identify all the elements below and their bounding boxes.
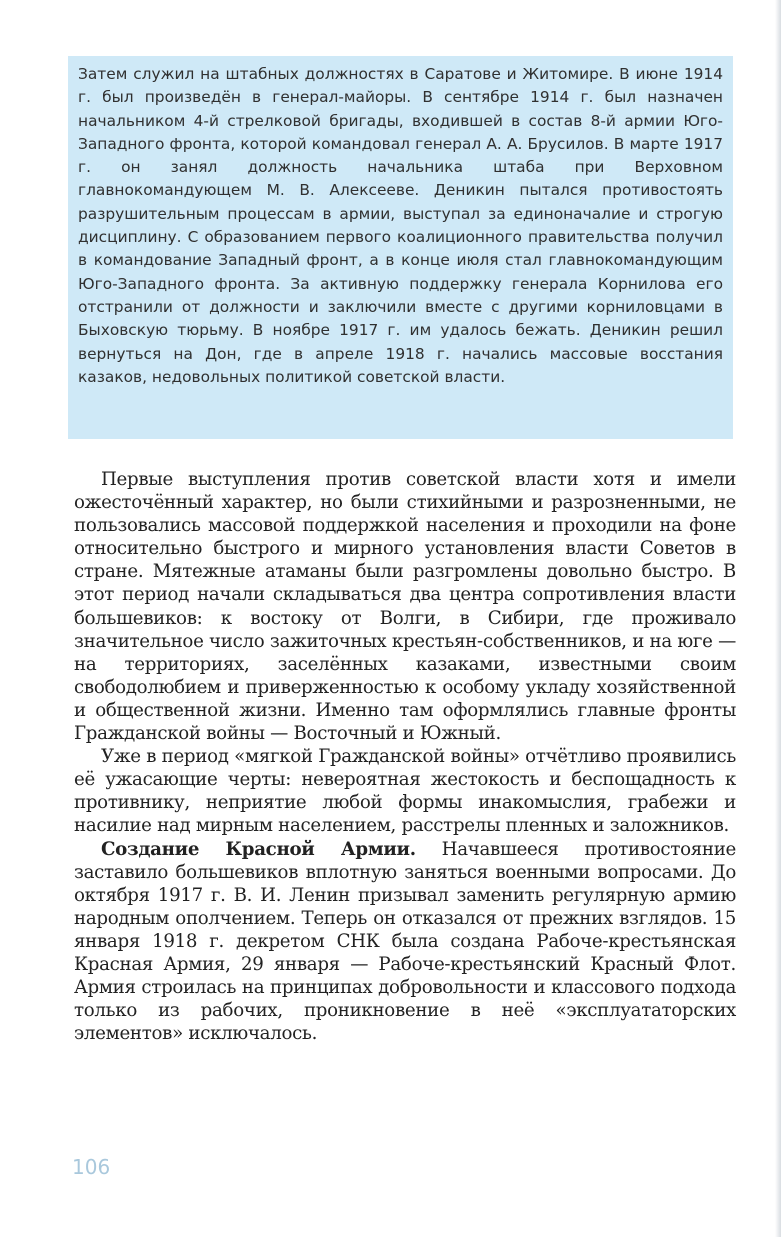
- main-text-body: [74, 468, 736, 1045]
- page-number: 106: [72, 1155, 111, 1179]
- paragraph-1: Первые выступления против советской власти хотя и имели ожесточённый характер, но были стихийными и разрозненными, не пользовались массовой поддержкой населения и проходили на фоне относительно быстрого и мирного установления власти Советов в стране. Мятежные атаманы были разгромлены довольно быстро. В этот период начали складываться два центра сопротивления власти большевиков: к востоку от Волги, в Сибири, где проживало значительное число зажиточных крестьян-собственников, и на юге — на территориях, заселённых казаками, известными своим свободолюбием и приверженностью к особому укладу хозяйственной и общественной жизни. Именно там оформлялись главные фронты Гражданской войны — Восточный и Южный.: [74, 469, 736, 745]
- paragraph-3: [74, 838, 736, 1046]
- page-edge-shadow: [775, 0, 781, 1237]
- paragraph-3-body: Начавшееся противостояние заставило большевиков вплотную заняться военными вопросами. До октября 1917 г. В. И. Ленин призывал заменить регулярную армию народным ополчением. Теперь он отказался от прежних взглядов. 15 января 1918 г. декретом СНК была создана Рабоче-крестьянская Красная Армия, 29 января — Рабоче-крестьянский Красный Флот. Армия строилась на принципах добровольности и классового подхода только из рабочих, проникновение в неё «эксплуататорских элементов» исключалось.: [74, 838, 737, 1045]
- biography-sidebar-box: [68, 56, 733, 439]
- sidebar-text: Затем служил на штабных должностях в Саратове и Житомире. В июне 1914 г. был произведён в генерал-майоры. В сентябре 1914 г. был назначен начальником 4-й стрелковой бригады, входившей в состав 8-й армии Юго-Западного фронта, которой командовал генерал А. А. Брусилов. В марте 1917 г. он занял должность начальника штаба при Верховном главнокомандующем М. В. Алексееве. Деникин пытался противостоять разрушительным процессам в армии, выступал за единоначалие и строгую дисциплину. С образованием первого коалиционного правительства получил в командование Западный фронт, а в конце июля стал главнокомандующим Юго-Западного фронта. За активную поддержку генерала Корнилова его отстранили от должности и заключили вместе с другими корниловцами в Быховскую тюрьму. В ноябре 1917 г. им удалось бежать. Деникин решил вернуться на Дон, где в апреле 1918 г. начались массовые восстания казаков, недовольных политикой советской власти.: [78, 65, 723, 386]
- section-heading-red-army: Создание Красной Армии.: [101, 838, 416, 860]
- paragraph-2: Уже в период «мягкой Гражданской войны» отчётливо проявились её ужасающие черты: невероятная жестокость и беспощадность к противнику, неприятие любой формы инакомыслия, грабежи и насилие над мирным населением, расстрелы пленных и заложников.: [74, 746, 736, 837]
